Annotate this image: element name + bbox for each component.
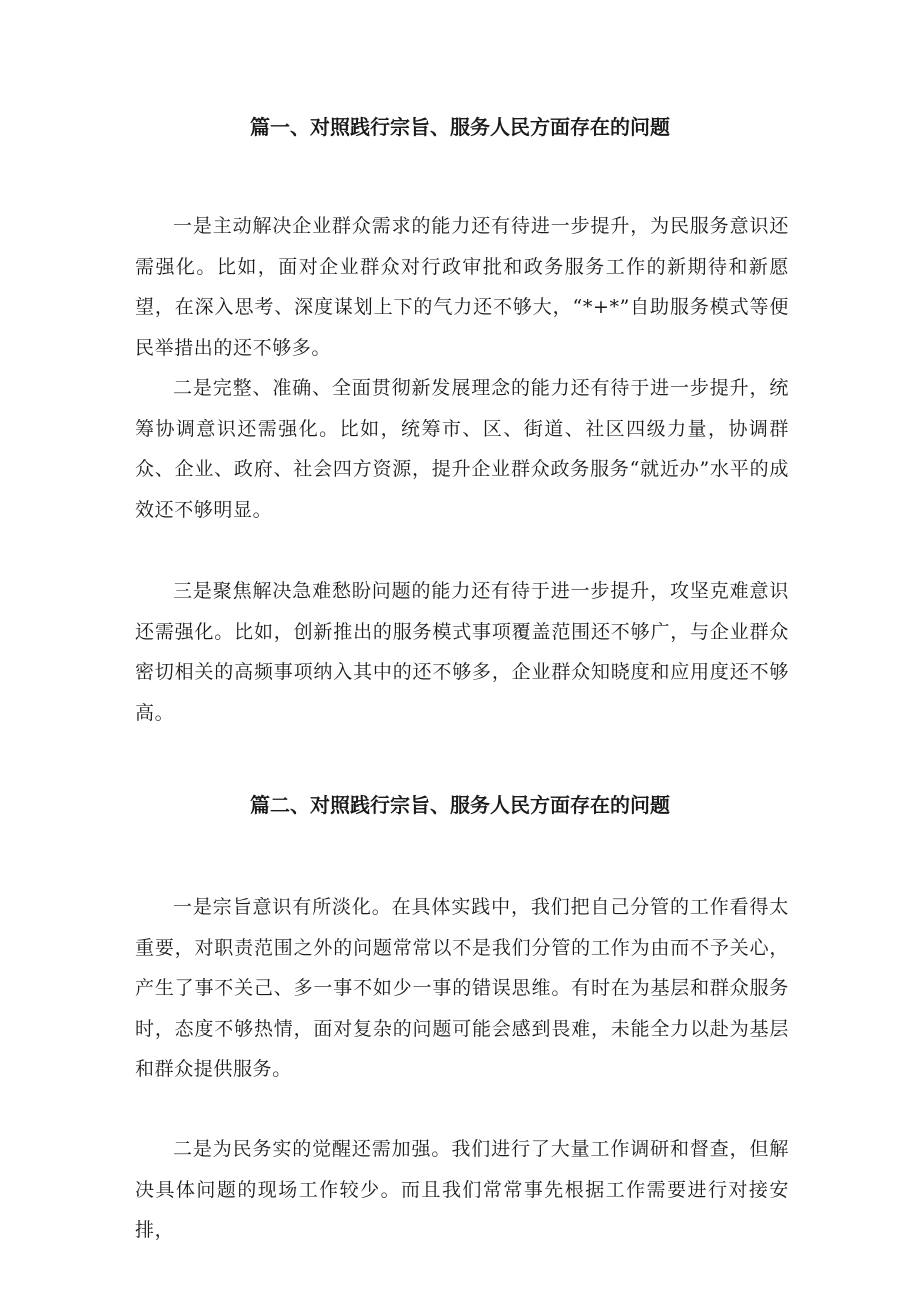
section-1-paragraph-3: 三是聚焦解决急难愁盼问题的能力还有待于进一步提升，攻坚克难意识还需强化。比如，创新推出的服务模式事项覆盖范围还不够广，与企业群众密切相关的高频事项纳入其中的还不够多，企业群众知晓度和应用度还不够高。 <box>135 580 789 724</box>
section-1-title: 篇一、对照践行宗旨、服务人民方面存在的问题 <box>250 115 670 139</box>
section-2-title: 篇二、对照践行宗旨、服务人民方面存在的问题 <box>250 793 670 817</box>
section-2-paragraph-1: 一是宗旨意识有所淡化。在具体实践中，我们把自己分管的工作看得太重要，对职责范围之外的问题常常以不是我们分管的工作为由而不予关心，产生了事不关己、多一事不如少一事的错误思维。有时在为基层和群众服务时，态度不够热情，面对复杂的问题可能会感到畏难，未能全力以赴为基层和群众提供服务。 <box>135 896 789 1080</box>
section-2-paragraph-2: 二是为民务实的觉醒还需加强。我们进行了大量工作调研和督查，但解决具体问题的现场工作较少。而且我们常常事先根据工作需要进行对接安排， <box>135 1138 789 1241</box>
section-1-paragraph-2: 二是完整、准确、全面贯彻新发展理念的能力还有待于进一步提升，统筹协调意识还需强化。比如，统筹市、区、街道、社区四级力量，协调群众、企业、政府、社会四方资源，提升企业群众政务服务“就近办”水平的成效还不够明显。 <box>135 377 789 521</box>
section-1-paragraph-1: 一是主动解决企业群众需求的能力还有待进一步提升，为民服务意识还需强化。比如，面对企业群众对行政审批和政务服务工作的新期待和新愿望，在深入思考、深度谋划上下的气力还不够大，“*+*”自助服务模式等便民举措出的还不够多。 <box>135 215 789 359</box>
